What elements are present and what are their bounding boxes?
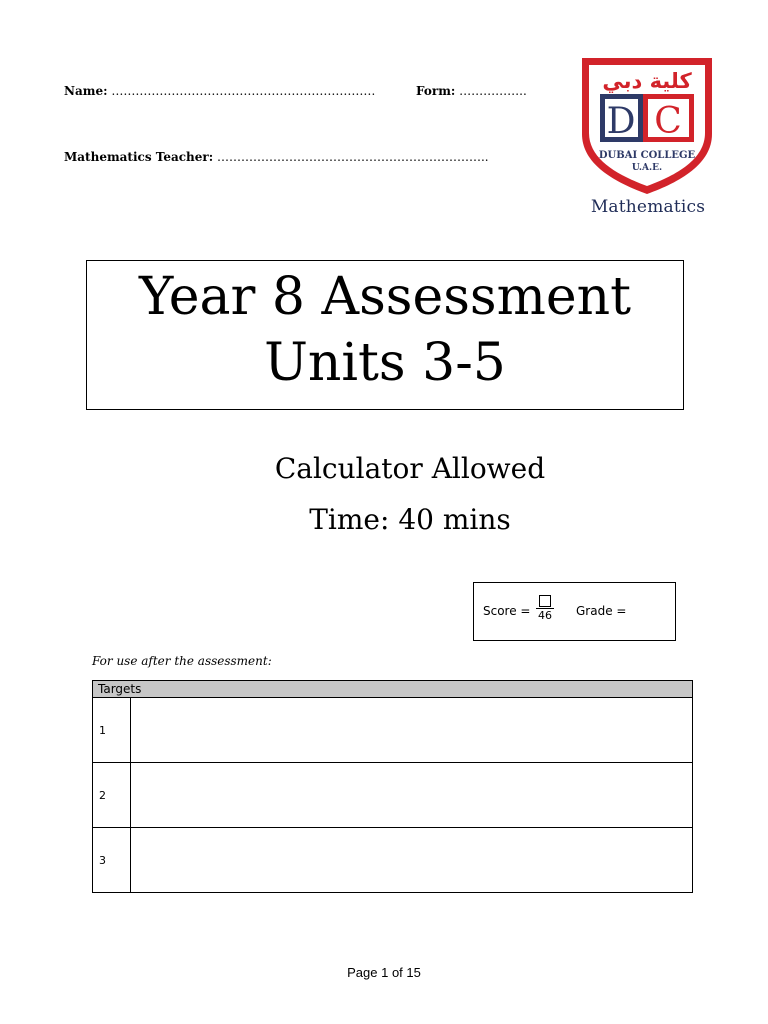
score-fraction: [536, 595, 554, 622]
crest-college-name: DUBAI COLLEGE: [598, 150, 696, 161]
crest-country: U.A.E.: [631, 163, 663, 173]
score-label: Score =: [483, 604, 531, 618]
form-field[interactable]: [416, 84, 527, 98]
after-assessment-note: For use after the assessment:: [92, 654, 272, 668]
target-entry-cell[interactable]: [131, 763, 693, 828]
target-number: 1: [93, 698, 131, 763]
targets-header-row: [93, 681, 693, 698]
title-line-2: Units 3-5: [264, 333, 506, 393]
teacher-label: Mathematics Teacher:: [64, 150, 214, 164]
form-label: Form:: [416, 84, 456, 98]
crest-letter-c: C: [654, 101, 682, 142]
time-limit: Time: 40 mins: [309, 503, 511, 536]
title-box: [86, 260, 684, 410]
calculator-allowed: Calculator Allowed: [274, 452, 546, 485]
name-label: Name:: [64, 84, 108, 98]
targets-table: [92, 680, 693, 893]
name-dots: …………………………………………………………: [111, 84, 376, 98]
target-entry-cell[interactable]: [131, 698, 693, 763]
table-row: [93, 828, 693, 893]
title-line-1: Year 8 Assessment: [138, 267, 632, 327]
targets-header: Targets: [93, 681, 693, 698]
table-row: [93, 698, 693, 763]
crest-arabic-text: كلية دبي: [602, 69, 692, 93]
score-denominator: 46: [538, 609, 552, 622]
target-entry-cell[interactable]: [131, 828, 693, 893]
name-field[interactable]: [64, 84, 375, 98]
dubai-college-crest-logo: [580, 56, 714, 196]
crest-subject-label: Mathematics: [590, 197, 706, 217]
score-box: [473, 582, 676, 641]
grade-label: Grade =: [576, 604, 627, 618]
target-number: 2: [93, 763, 131, 828]
teacher-dots: …………………………………………………………..: [216, 150, 489, 164]
target-number: 3: [93, 828, 131, 893]
score-input-box-icon[interactable]: [539, 595, 551, 607]
page-number: Page 1 of 15: [347, 965, 421, 980]
teacher-field[interactable]: [64, 150, 489, 164]
table-row: [93, 763, 693, 828]
crest-letter-d: D: [606, 101, 636, 142]
form-dots: ……………..: [459, 84, 527, 98]
